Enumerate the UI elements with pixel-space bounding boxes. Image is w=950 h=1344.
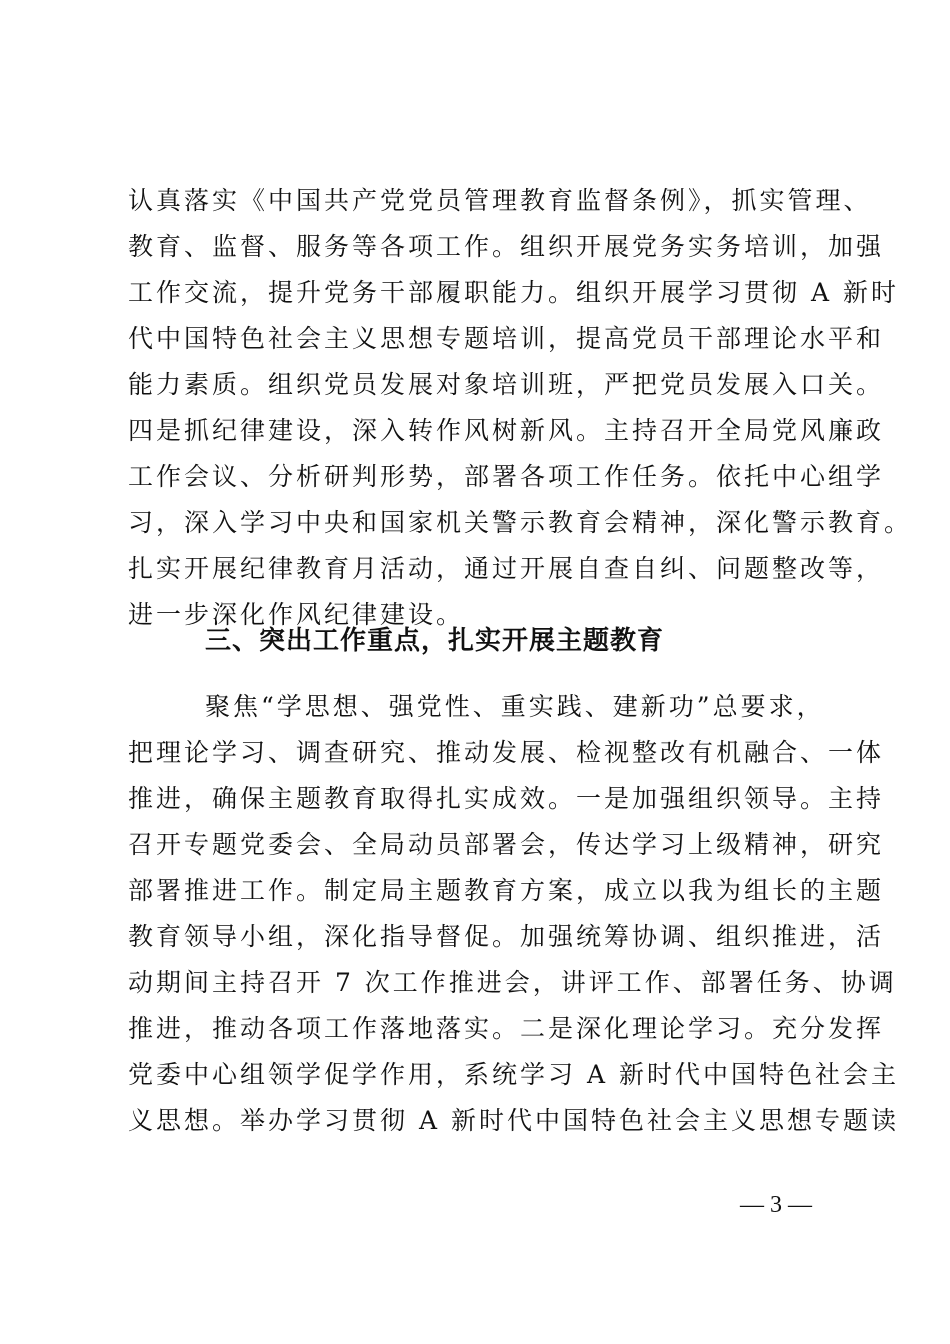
paragraph-line: 四是抓纪律建设，深入转作风树新风。主持召开全局党风廉政 [128,416,885,445]
paragraph-line: 工作会议、分析研判形势，部署各项工作任务。依托中心组学 [128,462,885,491]
section-heading: 三、突出工作重点，扎实开展主题教育 [205,626,665,656]
paragraph-line: 认真落实《中国共产党党员管理教育监督条例》，抓实管理、 [128,186,872,215]
paragraph-line: 召开专题党委会、全局动员部署会，传达学习上级精神，研究 [128,830,885,859]
paragraph-line: 动期间主持召开 7 次工作推进会，讲评工作、部署任务、协调 [128,968,897,997]
paragraph-line: 教育、监督、服务等各项工作。组织开展党务实务培训，加强 [128,232,885,261]
paragraph-line: 把理论学习、调查研究、推动发展、检视整改有机融合、一体 [128,738,885,767]
page-number: — 3 — [740,1192,812,1218]
paragraph-line: 工作交流，提升党务干部履职能力。组织开展学习贯彻 A 新时 [128,278,899,307]
paragraph-line: 进一步深化作风纪律建设。 [128,600,465,629]
paragraph-line: 党委中心组领学促学作用，系统学习 A 新时代中国特色社会主 [128,1060,899,1089]
paragraph-line: 义思想。举办学习贯彻 A 新时代中国特色社会主义思想专题读 [128,1106,899,1135]
paragraph-line: 能力素质。组织党员发展对象培训班，严把党员发展入口关。 [128,370,885,399]
paragraph-line: 习，深入学习中央和国家机关警示教育会精神，深化警示教育。 [128,508,913,537]
paragraph-line: 代中国特色社会主义思想专题培训，提高党员干部理论水平和 [128,324,885,353]
paragraph-line: 扎实开展纪律教育月活动，通过开展自查自纠、问题整改等， [128,554,885,583]
paragraph-line: 推进，推动各项工作落地落实。二是深化理论学习。充分发挥 [128,1014,885,1043]
paragraph-line: 部署推进工作。制定局主题教育方案，成立以我为组长的主题 [128,876,885,905]
paragraph-line: 教育领导小组，深化指导督促。加强统筹协调、组织推进，活 [128,922,885,951]
paragraph-line: 聚焦“学思想、强党性、重实践、建新功”总要求， [205,692,825,721]
paragraph-line: 推进，确保主题教育取得扎实成效。一是加强组织领导。主持 [128,784,885,813]
